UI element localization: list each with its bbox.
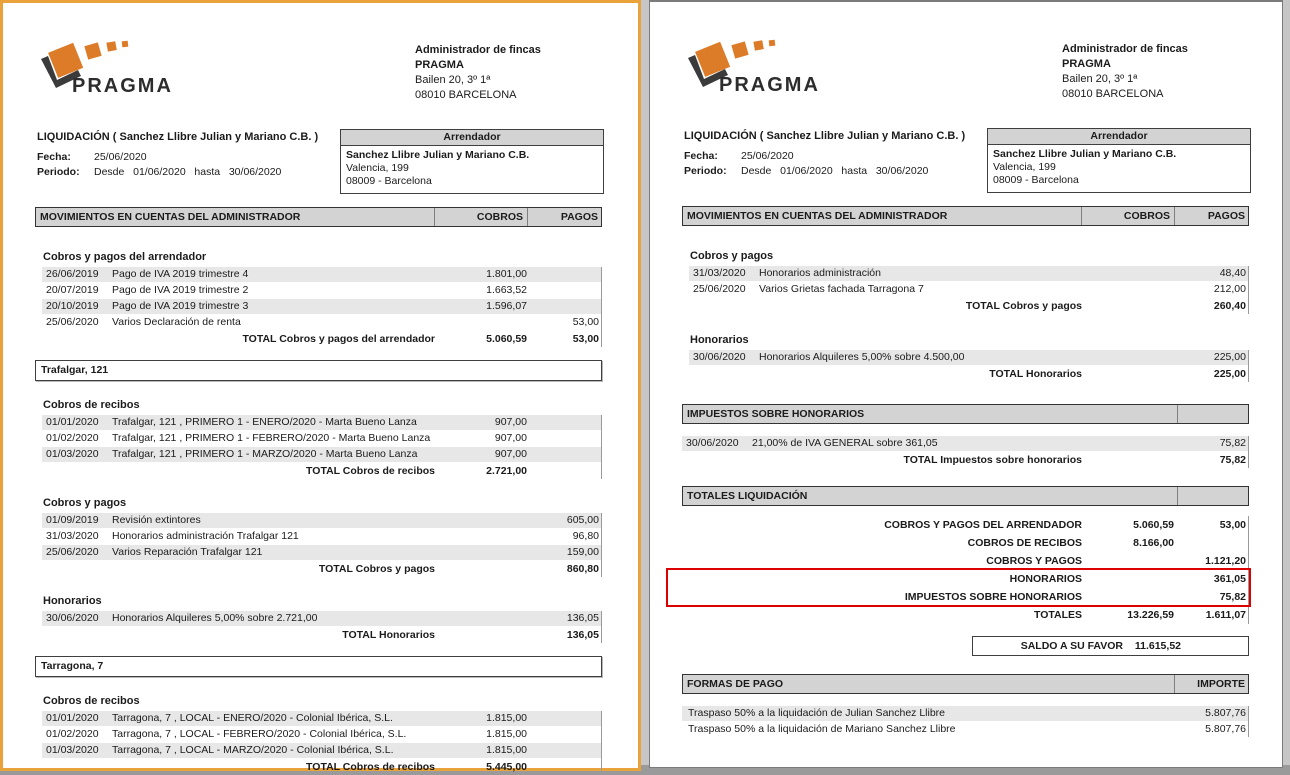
row-cobros-amount: 1.801,00 bbox=[486, 268, 527, 280]
payment-method-amount: 5.807,76 bbox=[1205, 707, 1246, 719]
cobros-column-header: COBROS bbox=[434, 208, 527, 226]
section-trafalgar-cobros-pagos bbox=[35, 497, 602, 577]
formas-de-pago-header-bar: FORMAS DE PAGO IMPORTE bbox=[682, 674, 1249, 694]
movimientos-header-bar: MOVIMIENTOS EN CUENTAS DEL ADMINISTRADOR COBROS PAGOS bbox=[682, 206, 1249, 226]
row-pagos-amount: 605,00 bbox=[566, 514, 599, 526]
table-row bbox=[42, 545, 601, 560]
row-cobros-amount bbox=[1090, 350, 1178, 365]
totales-header-bar: TOTALES LIQUIDACIÓN bbox=[682, 486, 1249, 506]
total-label: TOTAL Impuestos sobre honorarios bbox=[903, 454, 1082, 466]
row-date: 31/03/2020 bbox=[46, 530, 99, 542]
row-cobros-amount: 1.815,00 bbox=[486, 712, 527, 724]
row-description: Honorarios Alquileres 5,00% sobre 2.721,00 bbox=[112, 612, 318, 624]
property-header-tarragona: Tarragona, 7 bbox=[35, 656, 602, 677]
group-subtitle: Honorarios bbox=[43, 595, 102, 607]
arrendador-box-title: Arrendador bbox=[988, 129, 1250, 145]
row-cobros-amount bbox=[443, 529, 531, 544]
pragma-logo bbox=[35, 37, 210, 99]
row-description: Revisión extintores bbox=[112, 514, 201, 526]
property-header-trafalgar: Trafalgar, 121 bbox=[35, 360, 602, 381]
row-date: 31/03/2020 bbox=[693, 267, 746, 279]
arrendador-address2: 08009 - Barcelona bbox=[346, 175, 432, 187]
page-header bbox=[682, 2, 1249, 206]
total-row bbox=[42, 331, 601, 347]
row-pagos-amount bbox=[531, 283, 601, 298]
row-description: Pago de IVA 2019 trimestre 3 bbox=[112, 300, 249, 312]
logo-wordmark: PRAGMA bbox=[719, 74, 820, 96]
total-pagos: 225,00 bbox=[1213, 368, 1246, 380]
row-cobros-amount bbox=[443, 513, 531, 528]
table-row bbox=[42, 447, 601, 462]
row-pagos-amount: 48,40 bbox=[1219, 267, 1246, 279]
row-date: 30/06/2020 bbox=[693, 351, 746, 363]
total-row bbox=[42, 561, 601, 577]
total-row bbox=[42, 627, 601, 643]
saldo-value: 11.615,52 bbox=[1134, 640, 1181, 652]
pagos-column-header: PAGOS bbox=[1174, 207, 1248, 225]
row-cobros-amount bbox=[443, 545, 531, 560]
cobros-column-header: COBROS bbox=[1081, 207, 1174, 225]
arrendador-address2: 08009 - Barcelona bbox=[993, 174, 1079, 186]
arrendador-address1: Valencia, 199 bbox=[346, 162, 409, 174]
row-description: Tarragona, 7 , LOCAL - ENERO/2020 - Colonial Ibérica, S.L. bbox=[112, 712, 393, 724]
saldo-label: SALDO A SU FAVOR bbox=[1020, 640, 1123, 652]
total-pagos bbox=[531, 759, 601, 775]
row-date: 20/07/2019 bbox=[46, 284, 99, 296]
total-cobros bbox=[1090, 452, 1178, 468]
row-description: Honorarios Alquileres 5,00% sobre 4.500,00 bbox=[759, 351, 965, 363]
total-cobros: 2.721,00 bbox=[486, 465, 527, 477]
row-cobros-amount: 907,00 bbox=[494, 432, 527, 444]
total-label: TOTAL Cobros y pagos bbox=[318, 563, 435, 575]
total-pagos: 860,80 bbox=[566, 563, 599, 575]
group-subtitle: Cobros y pagos bbox=[690, 250, 774, 262]
row-cobros-amount: 1.815,00 bbox=[486, 744, 527, 756]
row-description: Pago de IVA 2019 trimestre 2 bbox=[112, 284, 249, 296]
totales-line-honorarios: HONORARIOS 361,05 bbox=[1009, 573, 1246, 585]
row-pagos-amount: 53,00 bbox=[572, 316, 599, 328]
row-description: Trafalgar, 121 , PRIMERO 1 - ENERO/2020 - Marta Bueno Lanza bbox=[112, 416, 417, 428]
total-label: TOTAL Cobros y pagos del arrendador bbox=[242, 333, 435, 345]
row-description: Pago de IVA 2019 trimestre 4 bbox=[112, 268, 249, 280]
row-pagos-amount bbox=[531, 743, 601, 758]
totales-line-totales: TOTALES 13.226,59 1.611,07 bbox=[1033, 609, 1246, 621]
arrendador-box-title: Arrendador bbox=[341, 130, 603, 146]
table-row bbox=[689, 266, 1248, 281]
table-row bbox=[42, 513, 601, 528]
total-cobros bbox=[1090, 366, 1178, 382]
table-row bbox=[689, 350, 1248, 365]
group-subtitle: Cobros de recibos bbox=[43, 399, 140, 411]
row-date: 25/06/2020 bbox=[46, 546, 99, 558]
row-date: 01/02/2020 bbox=[46, 728, 99, 740]
impuestos-header-bar: IMPUESTOS SOBRE HONORARIOS bbox=[682, 404, 1249, 424]
page-header bbox=[35, 3, 602, 207]
table-row bbox=[42, 315, 601, 330]
total-label: TOTAL Cobros de recibos bbox=[306, 761, 435, 773]
logo-wordmark: PRAGMA bbox=[72, 75, 173, 97]
total-cobros bbox=[443, 627, 531, 643]
row-cobros-amount bbox=[1090, 282, 1178, 297]
page-1-preview[interactable] bbox=[0, 0, 641, 771]
row-pagos-amount: 96,80 bbox=[572, 530, 599, 542]
page-2-preview[interactable] bbox=[649, 0, 1283, 768]
payment-method-description: Traspaso 50% a la liquidación de Mariano Sanchez Llibre bbox=[688, 723, 956, 735]
table-row bbox=[682, 436, 1248, 451]
movimientos-header-bar: MOVIMIENTOS EN CUENTAS DEL ADMINISTRADOR COBROS PAGOS bbox=[35, 207, 602, 227]
total-label: TOTAL Honorarios bbox=[989, 368, 1082, 380]
payment-method-row bbox=[682, 706, 1248, 721]
total-pagos: 136,05 bbox=[566, 629, 599, 641]
arrendador-name: Sanchez Llibre Julian y Mariano C.B. bbox=[993, 148, 1177, 160]
row-date: 30/06/2020 bbox=[686, 437, 739, 449]
table-row bbox=[42, 299, 601, 314]
row-description: Tarragona, 7 , LOCAL - FEBRERO/2020 - Colonial Ibérica, S.L. bbox=[112, 728, 407, 740]
row-description: Trafalgar, 121 , PRIMERO 1 - MARZO/2020 - Marta Bueno Lanza bbox=[112, 448, 418, 460]
liquidation-title: LIQUIDACIÓN ( Sanchez Llibre Julian y Mariano C.B. ) bbox=[37, 131, 319, 143]
periodo-label: Periodo: bbox=[37, 166, 80, 178]
totales-line: COBROS Y PAGOS 1.121,20 bbox=[986, 555, 1246, 567]
periodo-label: Periodo: bbox=[684, 165, 727, 177]
liquidation-info-block bbox=[37, 130, 337, 180]
row-date: 25/06/2020 bbox=[693, 283, 746, 295]
row-date: 01/03/2020 bbox=[46, 448, 99, 460]
arrendador-box bbox=[340, 129, 604, 194]
table-row bbox=[42, 711, 601, 726]
row-date: 26/06/2019 bbox=[46, 268, 99, 280]
row-date: 25/06/2020 bbox=[46, 316, 99, 328]
periodo-value: Desde 01/06/2020 hasta 30/06/2020 bbox=[94, 166, 282, 178]
group-subtitle: Cobros y pagos bbox=[43, 497, 127, 509]
administrator-address-block: Administrador de fincas PRAGMA Bailen 20, 3º 1ª 08010 BARCELONA bbox=[415, 44, 541, 101]
total-pagos: 75,82 bbox=[1219, 454, 1246, 466]
total-pagos: 53,00 bbox=[572, 333, 599, 345]
totales-liquidacion-block bbox=[682, 516, 1249, 624]
row-description: Trafalgar, 121 , PRIMERO 1 - FEBRERO/2020 - Marta Bueno Lanza bbox=[112, 432, 431, 444]
row-description: 21,00% de IVA GENERAL sobre 361,05 bbox=[752, 437, 938, 449]
row-pagos-amount: 136,05 bbox=[566, 612, 599, 624]
totales-line-impuestos: IMPUESTOS SOBRE HONORARIOS 75,82 bbox=[904, 591, 1246, 603]
fecha-value: 25/06/2020 bbox=[94, 151, 147, 163]
table-row bbox=[42, 267, 601, 282]
row-cobros-amount: 1.815,00 bbox=[486, 728, 527, 740]
total-label: TOTAL Cobros de recibos bbox=[306, 465, 435, 477]
row-pagos-amount bbox=[531, 447, 601, 462]
saldo-a-su-favor-box bbox=[972, 636, 1249, 656]
liquidation-title: LIQUIDACIÓN ( Sanchez Llibre Julian y Mariano C.B. ) bbox=[684, 130, 966, 142]
totales-line: COBROS Y PAGOS DEL ARRENDADOR 5.060,59 53,00 bbox=[884, 519, 1246, 531]
row-description: Varios Reparación Trafalgar 121 bbox=[112, 546, 263, 558]
table-row bbox=[42, 727, 601, 742]
section-trafalgar-recibos bbox=[35, 399, 602, 479]
liquidation-info-block bbox=[684, 129, 984, 179]
row-pagos-amount bbox=[531, 727, 601, 742]
row-pagos-amount: 75,82 bbox=[1219, 437, 1246, 449]
section-cobros-pagos bbox=[682, 250, 1249, 314]
row-date: 30/06/2020 bbox=[46, 612, 99, 624]
pragma-logo bbox=[682, 36, 857, 98]
row-description: Varios Grietas fachada Tarragona 7 bbox=[759, 283, 924, 295]
table-row bbox=[689, 282, 1248, 297]
row-cobros-amount bbox=[443, 315, 531, 330]
row-pagos-amount: 212,00 bbox=[1213, 283, 1246, 295]
total-cobros bbox=[443, 561, 531, 577]
pagos-column-header: PAGOS bbox=[527, 208, 601, 226]
group-subtitle: Honorarios bbox=[690, 334, 749, 346]
row-cobros-amount: 1.596,07 bbox=[486, 300, 527, 312]
row-date: 01/03/2020 bbox=[46, 744, 99, 756]
group-subtitle: Cobros de recibos bbox=[43, 695, 140, 707]
total-pagos: 260,40 bbox=[1213, 300, 1246, 312]
totales-line: COBROS DE RECIBOS 8.166,00 bbox=[967, 537, 1174, 549]
fecha-label: Fecha: bbox=[37, 151, 71, 163]
row-cobros-amount bbox=[1090, 266, 1178, 281]
row-cobros-amount bbox=[1090, 436, 1178, 451]
row-date: 01/02/2020 bbox=[46, 432, 99, 444]
periodo-value: Desde 01/06/2020 hasta 30/06/2020 bbox=[741, 165, 929, 177]
fecha-value: 25/06/2020 bbox=[741, 150, 794, 162]
importe-column-header: IMPORTE bbox=[1174, 675, 1248, 693]
row-date: 01/09/2019 bbox=[46, 514, 99, 526]
table-row bbox=[42, 611, 601, 626]
section-trafalgar-honorarios bbox=[35, 595, 602, 643]
row-pagos-amount: 225,00 bbox=[1213, 351, 1246, 363]
group-subtitle: Cobros y pagos del arrendador bbox=[43, 251, 207, 263]
row-description: Tarragona, 7 , LOCAL - MARZO/2020 - Colonial Ibérica, S.L. bbox=[112, 744, 394, 756]
arrendador-box bbox=[987, 128, 1251, 193]
table-row bbox=[42, 283, 601, 298]
row-description: Varios Declaración de renta bbox=[112, 316, 241, 328]
total-label: TOTAL Cobros y pagos bbox=[965, 300, 1082, 312]
formas-de-pago-table bbox=[682, 706, 1249, 737]
row-date: 01/01/2020 bbox=[46, 416, 99, 428]
row-pagos-amount bbox=[531, 711, 601, 726]
section-tarragona-recibos bbox=[35, 695, 602, 775]
total-row bbox=[689, 298, 1248, 314]
table-row bbox=[42, 431, 601, 446]
total-cobros: 5.445,00 bbox=[486, 761, 527, 773]
row-description: Honorarios administración Trafalgar 121 bbox=[112, 530, 299, 542]
total-cobros bbox=[1090, 298, 1178, 314]
table-row bbox=[42, 743, 601, 758]
row-cobros-amount bbox=[443, 611, 531, 626]
arrendador-name: Sanchez Llibre Julian y Mariano C.B. bbox=[346, 149, 530, 161]
row-pagos-amount: 159,00 bbox=[566, 546, 599, 558]
row-date: 20/10/2019 bbox=[46, 300, 99, 312]
row-date: 01/01/2020 bbox=[46, 712, 99, 724]
row-pagos-amount bbox=[531, 415, 601, 430]
payment-method-row bbox=[682, 722, 1248, 737]
row-pagos-amount bbox=[531, 431, 601, 446]
row-cobros-amount: 1.663,52 bbox=[486, 284, 527, 296]
total-row bbox=[42, 759, 601, 775]
section-honorarios bbox=[682, 334, 1249, 382]
table-row bbox=[42, 529, 601, 544]
total-row bbox=[689, 366, 1248, 382]
row-pagos-amount bbox=[531, 267, 601, 282]
section-impuestos bbox=[682, 436, 1249, 468]
bar-spacer bbox=[1177, 487, 1248, 505]
total-row bbox=[42, 463, 601, 479]
bar-spacer bbox=[1177, 405, 1248, 423]
payment-method-amount: 5.807,76 bbox=[1205, 723, 1246, 735]
row-cobros-amount: 907,00 bbox=[494, 416, 527, 428]
total-cobros: 5.060,59 bbox=[486, 333, 527, 345]
fecha-label: Fecha: bbox=[684, 150, 718, 162]
row-pagos-amount bbox=[531, 299, 601, 314]
total-pagos bbox=[531, 463, 601, 479]
table-row bbox=[42, 415, 601, 430]
total-row bbox=[689, 452, 1248, 468]
total-label: TOTAL Honorarios bbox=[342, 629, 435, 641]
row-cobros-amount: 907,00 bbox=[494, 448, 527, 460]
payment-method-description: Traspaso 50% a la liquidación de Julian Sanchez Llibre bbox=[688, 707, 946, 719]
row-description: Honorarios administración bbox=[759, 267, 881, 279]
section-cobros-pagos-arrendador bbox=[35, 251, 602, 347]
arrendador-address1: Valencia, 199 bbox=[993, 161, 1056, 173]
administrator-address-block: Administrador de fincas PRAGMA Bailen 20, 3º 1ª 08010 BARCELONA bbox=[1062, 43, 1188, 100]
